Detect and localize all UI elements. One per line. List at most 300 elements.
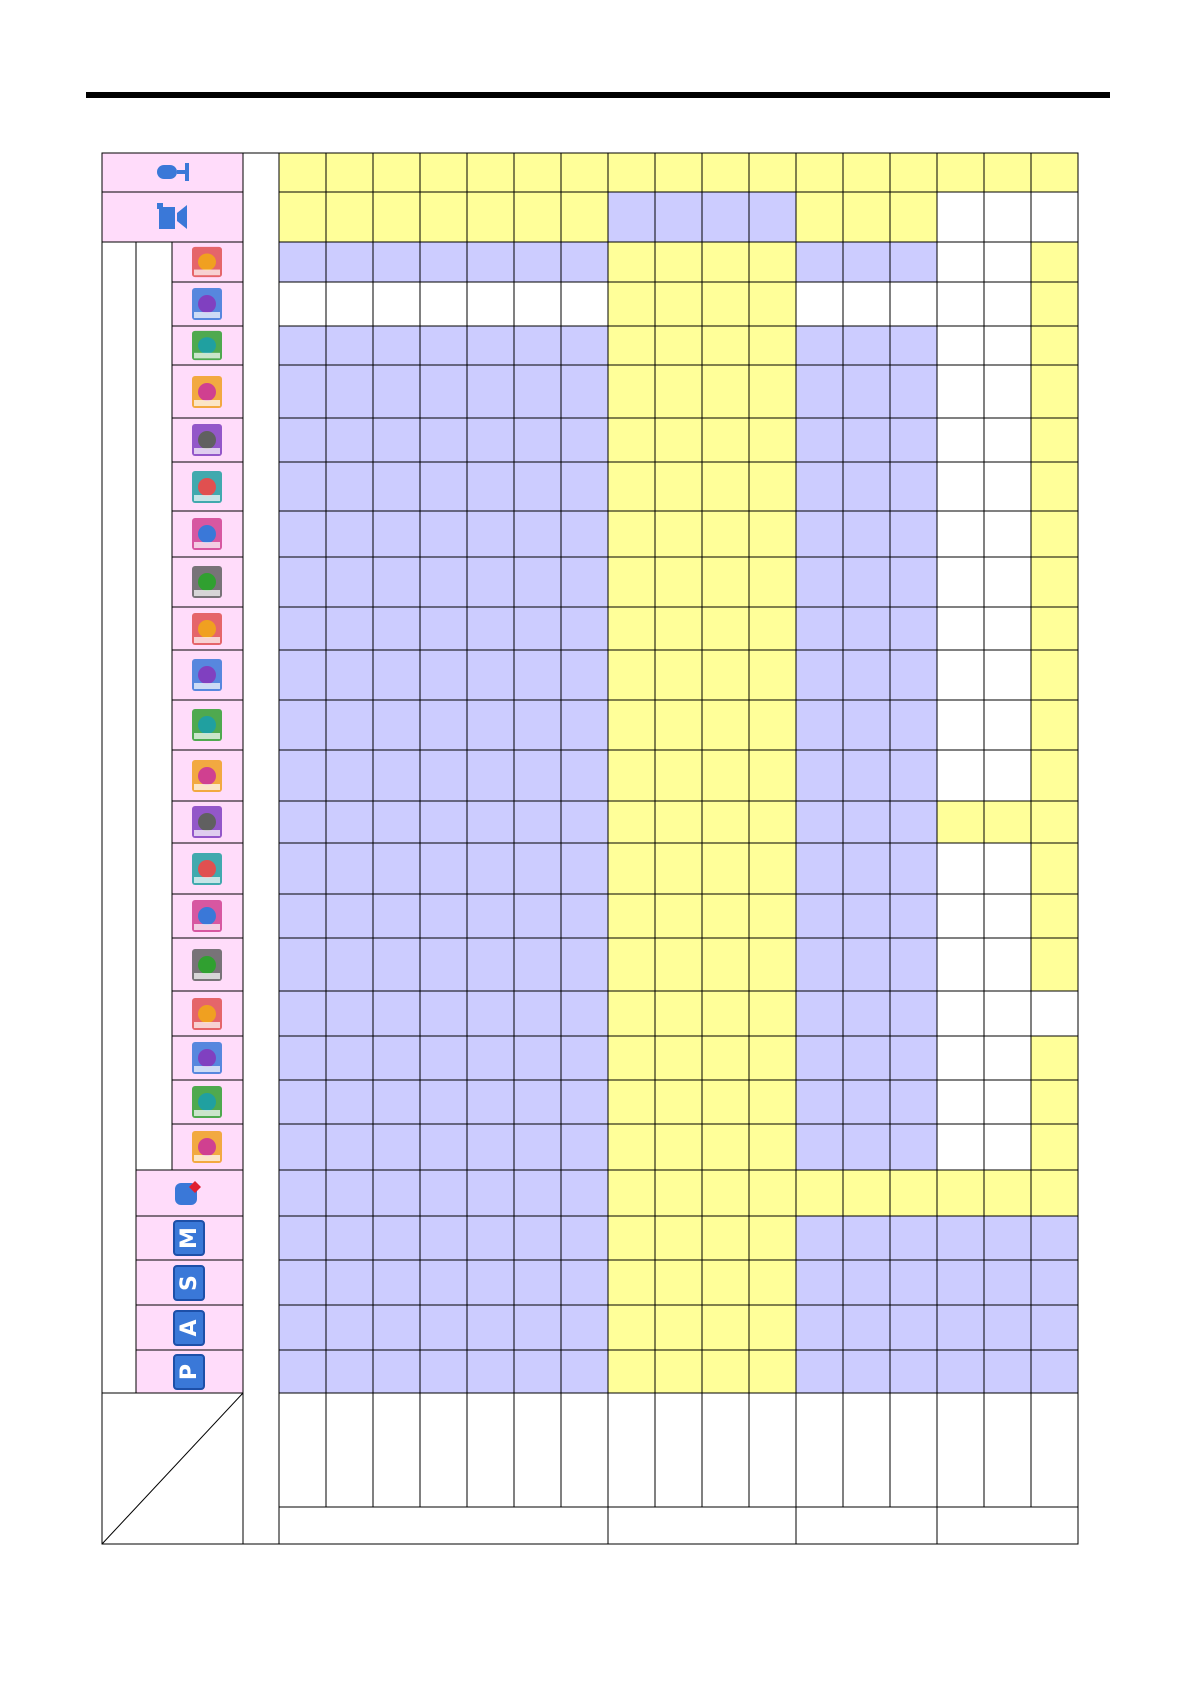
table-cell <box>420 557 467 607</box>
table-cell <box>279 1124 326 1170</box>
buildings-icon <box>188 374 226 410</box>
table-cell <box>843 1260 890 1305</box>
table-cell <box>561 750 608 801</box>
table-cell <box>702 650 749 700</box>
table-cell <box>796 1350 843 1393</box>
table-cell <box>796 153 843 192</box>
table-cell <box>702 282 749 326</box>
table-cell <box>279 282 326 326</box>
table-cell <box>514 326 561 365</box>
table-cell <box>1031 365 1078 418</box>
table-cell <box>749 1350 796 1393</box>
table-cell <box>1031 938 1078 991</box>
column-footer-cell <box>514 1393 561 1507</box>
table-cell <box>561 801 608 843</box>
table-cell <box>843 894 890 938</box>
table-cell <box>420 650 467 700</box>
table-cell <box>937 801 984 843</box>
table-cell <box>467 938 514 991</box>
table-cell <box>279 1350 326 1393</box>
table-cell <box>702 607 749 650</box>
table-cell <box>373 557 420 607</box>
table-cell <box>420 282 467 326</box>
table-cell <box>655 365 702 418</box>
table-cell <box>561 1080 608 1124</box>
table-cell <box>655 242 702 282</box>
table-cell <box>514 801 561 843</box>
table-cell <box>608 750 655 801</box>
table-cell <box>796 557 843 607</box>
column-footer-cell <box>890 1393 937 1507</box>
table-cell <box>702 242 749 282</box>
table-cell <box>890 700 937 750</box>
sports-soccer-icon <box>188 707 226 743</box>
table-cell <box>890 607 937 650</box>
table-cell <box>655 1170 702 1216</box>
column-footer-cell <box>843 1393 890 1507</box>
table-cell <box>984 192 1031 242</box>
table-cell <box>561 1216 608 1260</box>
table-cell <box>749 1124 796 1170</box>
table-cell <box>890 1124 937 1170</box>
table-cell <box>702 938 749 991</box>
table-cell <box>373 843 420 894</box>
table-cell <box>514 843 561 894</box>
table-cell <box>279 1170 326 1216</box>
table-cell <box>279 991 326 1036</box>
table-cell <box>984 365 1031 418</box>
table-cell <box>279 1080 326 1124</box>
table-cell <box>796 242 843 282</box>
table-cell <box>1031 650 1078 700</box>
table-cell <box>1031 843 1078 894</box>
table-cell <box>937 894 984 938</box>
table-cell <box>984 650 1031 700</box>
table-cell <box>890 511 937 557</box>
table-cell <box>326 700 373 750</box>
table-cell <box>937 192 984 242</box>
table-cell <box>373 365 420 418</box>
column-footer-cell <box>984 1393 1031 1507</box>
table-cell <box>843 1170 890 1216</box>
table-cell <box>561 326 608 365</box>
table-cell <box>937 418 984 462</box>
table-cell <box>373 1305 420 1350</box>
table-cell <box>561 242 608 282</box>
table-cell <box>467 1080 514 1124</box>
table-cell <box>749 557 796 607</box>
table-cell <box>561 607 608 650</box>
table-cell <box>890 153 937 192</box>
table-cell <box>467 418 514 462</box>
table-cell <box>420 801 467 843</box>
smiley-face-icon <box>188 947 226 983</box>
table-cell <box>937 938 984 991</box>
table-cell <box>655 700 702 750</box>
table-cell <box>984 418 1031 462</box>
table-cell <box>326 326 373 365</box>
table-cell <box>749 894 796 938</box>
table-cell <box>655 843 702 894</box>
table-cell <box>655 607 702 650</box>
table-cell <box>749 282 796 326</box>
table-cell <box>796 843 843 894</box>
table-cell <box>279 511 326 557</box>
table-cell <box>796 1124 843 1170</box>
table-cell <box>608 365 655 418</box>
table-cell <box>655 1216 702 1260</box>
table-cell <box>937 1170 984 1216</box>
table-cell <box>749 365 796 418</box>
table-cell <box>373 511 420 557</box>
table-cell <box>279 418 326 462</box>
table-cell <box>608 153 655 192</box>
table-cell <box>326 365 373 418</box>
table-cell <box>373 801 420 843</box>
video-camera-icon <box>153 199 193 235</box>
table-cell <box>890 1216 937 1260</box>
table-cell <box>702 801 749 843</box>
table-cell <box>937 1124 984 1170</box>
table-cell <box>326 153 373 192</box>
table-cell <box>796 418 843 462</box>
table-cell <box>420 462 467 511</box>
table-cell <box>373 282 420 326</box>
table-cell <box>326 511 373 557</box>
table-cell <box>561 153 608 192</box>
table-cell <box>937 1305 984 1350</box>
table-cell <box>843 192 890 242</box>
table-cell <box>702 750 749 801</box>
table-cell <box>984 511 1031 557</box>
table-cell <box>420 1170 467 1216</box>
column-footer-cell <box>608 1393 655 1507</box>
table-cell <box>1031 557 1078 607</box>
portrait-icon <box>188 1129 226 1165</box>
table-cell <box>467 326 514 365</box>
table-cell <box>749 192 796 242</box>
table-cell <box>279 1305 326 1350</box>
table-cell <box>467 750 514 801</box>
table-cell <box>326 991 373 1036</box>
table-cell <box>420 153 467 192</box>
shutter-priority-icon: S <box>173 1265 205 1301</box>
table-cell <box>984 607 1031 650</box>
table-cell <box>655 153 702 192</box>
table-cell <box>749 1260 796 1305</box>
table-cell <box>796 1036 843 1080</box>
column-group-cell <box>608 1507 796 1544</box>
table-cell <box>373 1170 420 1216</box>
table-cell <box>843 938 890 991</box>
table-cell <box>326 1260 373 1305</box>
table-cell <box>420 991 467 1036</box>
table-cell <box>514 1124 561 1170</box>
mode-group-outer <box>102 242 136 1393</box>
table-cell <box>373 153 420 192</box>
table-cell <box>514 282 561 326</box>
table-cell <box>890 650 937 700</box>
table-cell <box>420 326 467 365</box>
table-cell <box>608 326 655 365</box>
table-cell <box>514 1170 561 1216</box>
table-cell <box>373 650 420 700</box>
table-cell <box>984 1036 1031 1080</box>
table-cell <box>279 557 326 607</box>
table-cell <box>843 607 890 650</box>
table-cell <box>1031 1260 1078 1305</box>
table-cell <box>749 511 796 557</box>
table-cell <box>608 1305 655 1350</box>
manual-mode-icon: M <box>173 1220 205 1256</box>
table-cell <box>326 801 373 843</box>
table-cell <box>608 991 655 1036</box>
spotlight-portrait-icon <box>188 996 226 1032</box>
table-cell <box>890 365 937 418</box>
table-cell <box>514 462 561 511</box>
table-cell <box>984 1170 1031 1216</box>
table-cell <box>561 650 608 700</box>
table-cell <box>1031 1170 1078 1216</box>
table-cell <box>561 1350 608 1393</box>
table-cell <box>843 282 890 326</box>
table-cell <box>326 1305 373 1350</box>
table-cell <box>843 650 890 700</box>
table-cell <box>890 894 937 938</box>
table-cell <box>890 557 937 607</box>
table-cell <box>890 1305 937 1350</box>
table-cell <box>749 650 796 700</box>
table-cell <box>702 557 749 607</box>
table-cell <box>890 1350 937 1393</box>
table-cell <box>843 557 890 607</box>
table-cell <box>655 1124 702 1170</box>
table-cell <box>326 843 373 894</box>
table-cell <box>796 462 843 511</box>
table-cell <box>1031 750 1078 801</box>
table-cell <box>749 242 796 282</box>
table-cell <box>420 607 467 650</box>
table-cell <box>1031 153 1078 192</box>
table-cell <box>467 801 514 843</box>
table-cell <box>984 462 1031 511</box>
table-cell <box>984 282 1031 326</box>
fork-knife-food-icon <box>188 422 226 458</box>
table-cell <box>467 365 514 418</box>
table-cell <box>702 991 749 1036</box>
table-cell <box>1031 418 1078 462</box>
table-cell <box>561 557 608 607</box>
table-cell <box>655 938 702 991</box>
night-scene-icon <box>188 851 226 887</box>
table-cell <box>702 1124 749 1170</box>
table-cell <box>326 557 373 607</box>
table-cell <box>796 1080 843 1124</box>
table-cell <box>514 192 561 242</box>
table-cell <box>373 1216 420 1260</box>
table-cell <box>561 1170 608 1216</box>
table-cell <box>420 242 467 282</box>
table-cell <box>561 365 608 418</box>
table-cell <box>749 326 796 365</box>
table-cell <box>467 282 514 326</box>
table-cell <box>561 192 608 242</box>
table-cell <box>326 1216 373 1260</box>
microphone-icon <box>153 157 193 187</box>
table-cell <box>843 326 890 365</box>
table-cell <box>984 242 1031 282</box>
sunset-icon <box>188 1040 226 1076</box>
table-cell <box>420 843 467 894</box>
table-cell <box>608 462 655 511</box>
table-cell <box>420 938 467 991</box>
table-cell <box>373 192 420 242</box>
table-cell <box>796 801 843 843</box>
table-cell <box>326 894 373 938</box>
table-cell <box>326 1036 373 1080</box>
table-cell <box>796 511 843 557</box>
table-cell <box>1031 1350 1078 1393</box>
table-cell <box>1031 894 1078 938</box>
table-cell <box>702 462 749 511</box>
table-cell <box>514 1216 561 1260</box>
table-cell <box>984 1124 1031 1170</box>
eye-icon <box>188 245 226 279</box>
table-cell <box>796 650 843 700</box>
fireworks-icon <box>188 804 226 840</box>
table-cell <box>608 1036 655 1080</box>
table-cell <box>984 1350 1031 1393</box>
table-cell <box>608 282 655 326</box>
table-cell <box>984 1260 1031 1305</box>
table-cell <box>796 326 843 365</box>
table-cell <box>326 418 373 462</box>
table-cell <box>984 700 1031 750</box>
table-cell <box>514 938 561 991</box>
table-cell <box>561 843 608 894</box>
table-cell <box>326 1170 373 1216</box>
table-cell <box>843 1036 890 1080</box>
table-cell <box>702 1216 749 1260</box>
table-cell <box>467 1260 514 1305</box>
table-cell <box>514 894 561 938</box>
table-cell <box>749 1036 796 1080</box>
table-cell <box>514 557 561 607</box>
table-cell <box>890 418 937 462</box>
table-cell <box>467 843 514 894</box>
night-portrait-icon <box>188 516 226 552</box>
table-cell <box>655 650 702 700</box>
table-cell <box>279 700 326 750</box>
table-cell <box>514 1260 561 1305</box>
table-cell <box>890 1260 937 1305</box>
table-cell <box>984 326 1031 365</box>
table-cell <box>655 282 702 326</box>
table-cell <box>514 242 561 282</box>
table-cell <box>608 938 655 991</box>
table-cell <box>655 1305 702 1350</box>
table-cell <box>890 1170 937 1216</box>
table-cell <box>467 1350 514 1393</box>
table-cell <box>514 511 561 557</box>
table-cell <box>420 1216 467 1260</box>
table-cell <box>796 1170 843 1216</box>
table-cell <box>655 1350 702 1393</box>
table-cell <box>796 991 843 1036</box>
table-cell <box>467 894 514 938</box>
table-cell <box>514 1350 561 1393</box>
table-cell <box>420 1036 467 1080</box>
table-cell <box>279 462 326 511</box>
table-cell <box>279 1036 326 1080</box>
table-cell <box>655 1036 702 1080</box>
table-cell <box>796 1260 843 1305</box>
table-cell <box>467 462 514 511</box>
table-cell <box>420 1305 467 1350</box>
table-cell <box>279 894 326 938</box>
table-cell <box>514 365 561 418</box>
table-cell <box>843 153 890 192</box>
table-cell <box>279 650 326 700</box>
table-cell <box>702 1305 749 1350</box>
table-cell <box>467 511 514 557</box>
table-cell <box>702 843 749 894</box>
table-cell <box>890 1080 937 1124</box>
column-group-cell <box>796 1507 937 1544</box>
table-cell <box>561 418 608 462</box>
table-cell <box>890 843 937 894</box>
table-cell <box>373 894 420 938</box>
table-cell <box>514 1080 561 1124</box>
table-cell <box>843 700 890 750</box>
table-cell <box>1031 1036 1078 1080</box>
table-cell <box>843 242 890 282</box>
table-cell <box>608 1216 655 1260</box>
table-cell <box>1031 242 1078 282</box>
table-cell <box>279 365 326 418</box>
table-cell <box>467 1170 514 1216</box>
table-cell <box>702 153 749 192</box>
table-cell <box>749 700 796 750</box>
table-cell <box>796 700 843 750</box>
table-cell <box>420 192 467 242</box>
table-cell <box>937 1036 984 1080</box>
table-cell <box>373 242 420 282</box>
table-cell <box>373 326 420 365</box>
table-cell <box>890 192 937 242</box>
table-cell <box>420 418 467 462</box>
table-cell <box>749 1305 796 1350</box>
table-cell <box>279 192 326 242</box>
table-cell <box>608 418 655 462</box>
table-cell <box>373 1036 420 1080</box>
table-cell <box>1031 462 1078 511</box>
table-cell <box>373 1350 420 1393</box>
column-footer-cell <box>420 1393 467 1507</box>
table-cell <box>514 1036 561 1080</box>
table-cell <box>373 1124 420 1170</box>
table-cell <box>279 1260 326 1305</box>
column-footer-cell <box>467 1393 514 1507</box>
table-cell <box>514 750 561 801</box>
table-cell <box>843 750 890 801</box>
table-cell <box>326 607 373 650</box>
table-cell <box>467 607 514 650</box>
table-cell <box>279 750 326 801</box>
table-cell <box>373 1260 420 1305</box>
table-cell <box>890 991 937 1036</box>
table-cell <box>608 1124 655 1170</box>
